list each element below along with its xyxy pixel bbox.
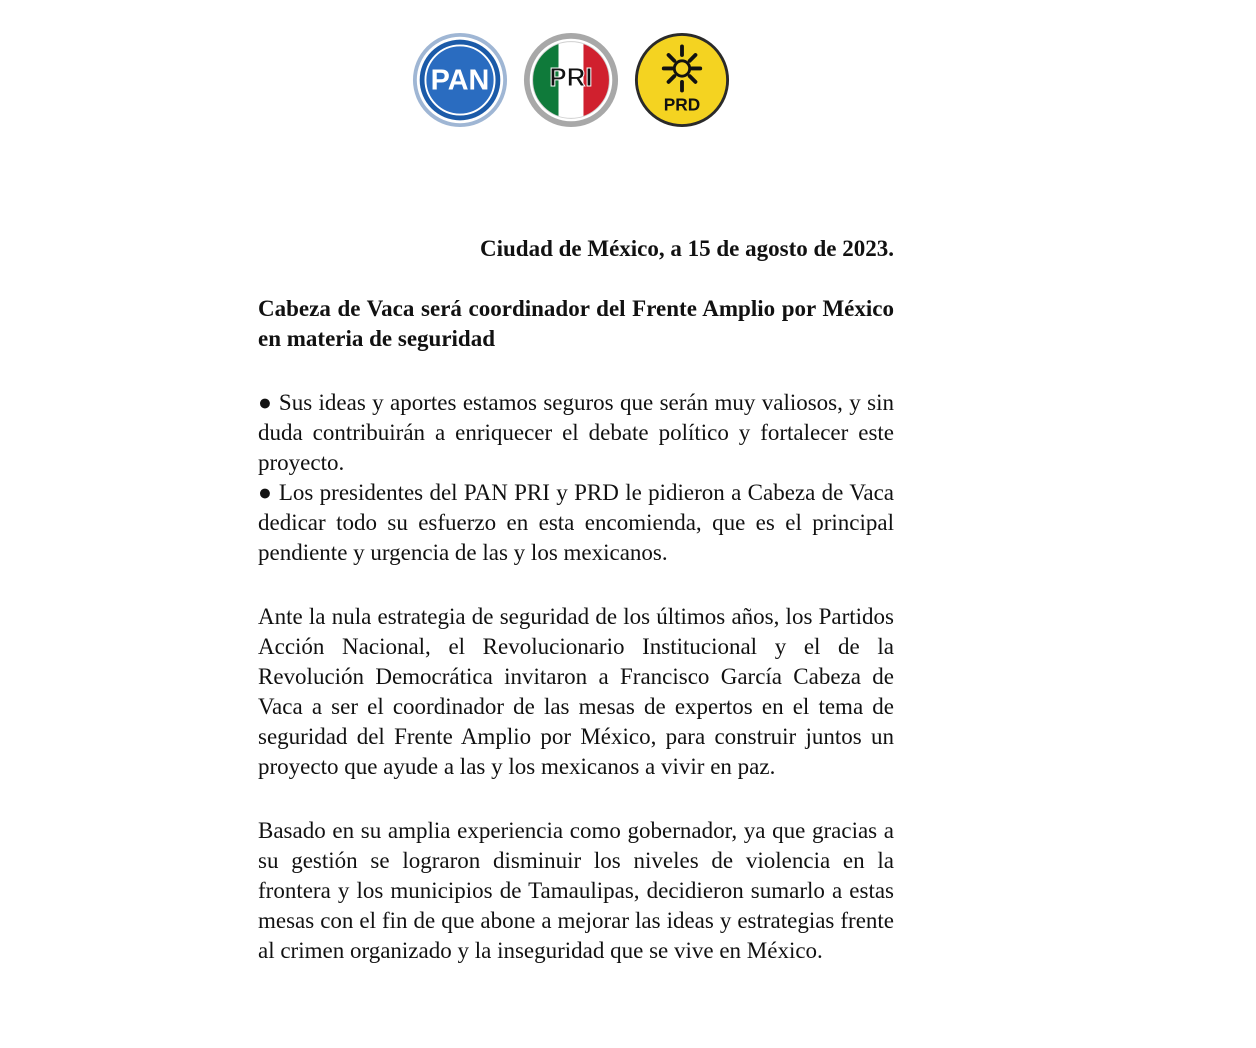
prd-logo-text: PRD [663,94,701,115]
headline: Cabeza de Vaca será coordinador del Frente Amplio por México en materia de seguridad [258,296,894,351]
date-line: Ciudad de México, a 15 de agosto de 2023. [480,236,894,261]
pri-logo-text: PRI [549,63,593,92]
bullet-item: ● Los presidentes del PAN PRI y PRD le pidieron a Cabeza de Vaca dedicar todo su esfuerzo en esta encomienda, que es el principal pendiente y urgencia de las y los mexicanos. [258,480,894,565]
body-paragraph: Ante la nula estrategia de seguridad de los últimos años, los Partidos Acción Nacional, el Revolucionario Institucional y el de la Revolución Democrática invitaron a Francisco García Cabeza de Vaca a ser el coordinador de las mesas de expertos en el tema de seguridad del Frente Amplio por México, para construir juntos un proyecto que ayude a las y los mexicanos a vivir en paz. [258,604,894,779]
bullet-list [258,388,894,568]
bullet-item: ● Sus ideas y aportes estamos seguros que serán muy valiosos, y sin duda contribuirán a enriquecer el debate político y fortalecer este proyecto. [258,390,894,475]
press-release-body [258,234,894,966]
party-logos [412,32,730,128]
body-paragraph: Basado en su amplia experiencia como gobernador, ya que gracias a su gestión se lograron disminuir los niveles de violencia en la frontera y los municipios de Tamaulipas, decidieron sumarlo a estas mesas con el fin de que abone a mejorar las ideas y estrategias frente al crimen organizado y la inseguridad que se vive en México. [258,818,894,963]
pan-logo [412,32,508,128]
pri-logo [523,32,619,128]
pan-logo-text: PAN [430,64,490,97]
prd-logo [634,32,730,128]
